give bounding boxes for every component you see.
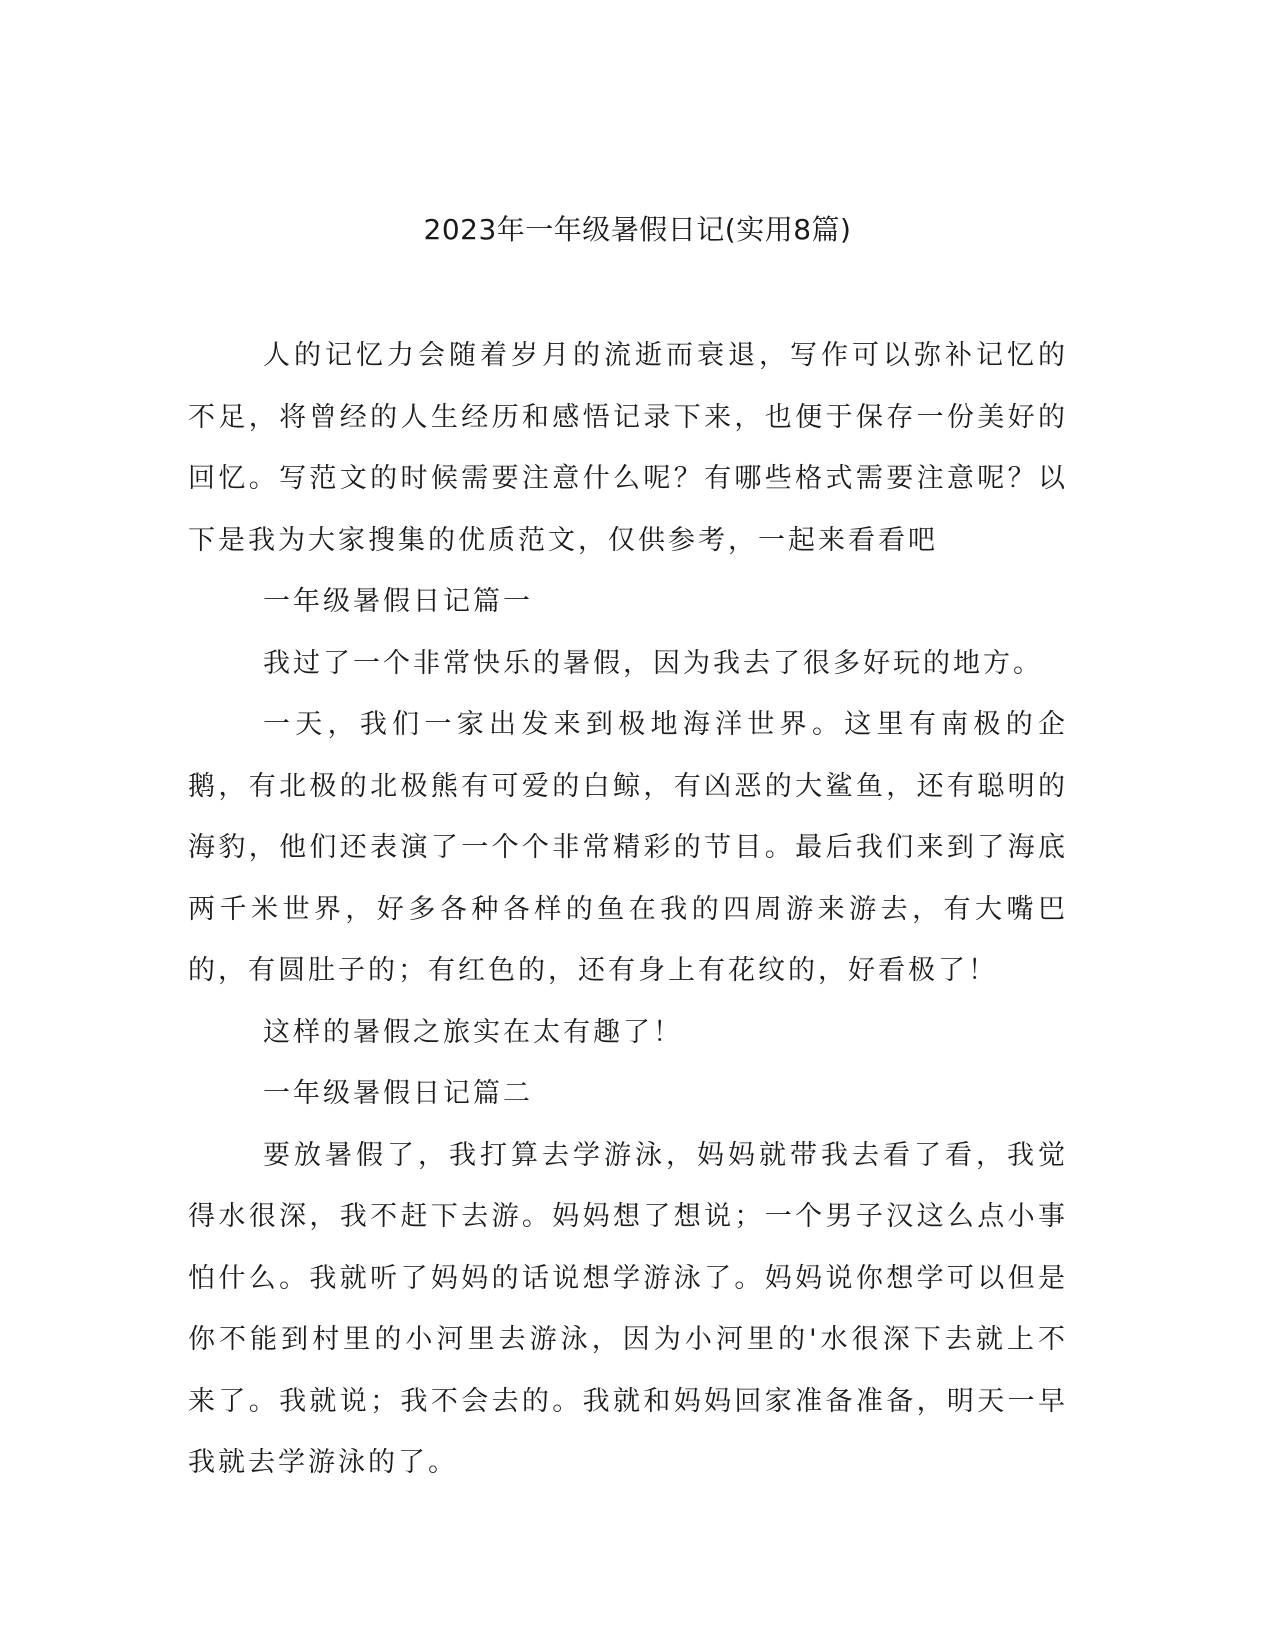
document-body bbox=[188, 325, 1068, 1494]
body-paragraph: 这样的暑假之旅实在太有趣了！ bbox=[263, 1016, 683, 1048]
section-heading-2: 一年级暑假日记篇二 bbox=[263, 1078, 533, 1109]
body-paragraph: 一天，我们一家出发来到极地海洋世界。这里有南极的企鹅，有北极的北极熊有可爱的白鲸，有凶恶的大鲨鱼，还有聪明的海豹，他们还表演了一个个非常精彩的节目。最后我们来到了海底两千米世界，好多各种各样的鱼在我的四周游来游去，有大嘴巴的，有圆肚子的；有红色的，还有身上有花纹的，好看极了！ bbox=[188, 709, 1068, 986]
intro-paragraph: 人的记忆力会随着岁月的流逝而衰退，写作可以弥补记忆的不足，将曾经的人生经历和感悟记录下来，也便于保存一份美好的回忆。写范文的时候需要注意什么呢？有哪些格式需要注意呢？以下是我为大家搜集的优质范文，仅供参考，一起来看看吧 bbox=[188, 340, 1068, 556]
body-paragraph: 我过了一个非常快乐的暑假，因为我去了很多好玩的地方。 bbox=[263, 647, 1043, 679]
section-heading-1: 一年级暑假日记篇一 bbox=[263, 586, 533, 617]
body-paragraph: 要放暑假了，我打算去学游泳，妈妈就带我去看了看，我觉得水很深，我不赶下去游。妈妈想了想说；一个男子汉这么点小事怕什么。我就听了妈妈的话说想学游泳了。妈妈说你想学可以但是你不能到村里的小河里去游泳，因为小河里的'水很深下去就上不来了。我就说；我不会去的。我就和妈妈回家准备准备，明天一早我就去学游泳的了。 bbox=[188, 1139, 1068, 1478]
document-title: 2023年一年级暑假日记(实用8篇) bbox=[423, 213, 852, 246]
